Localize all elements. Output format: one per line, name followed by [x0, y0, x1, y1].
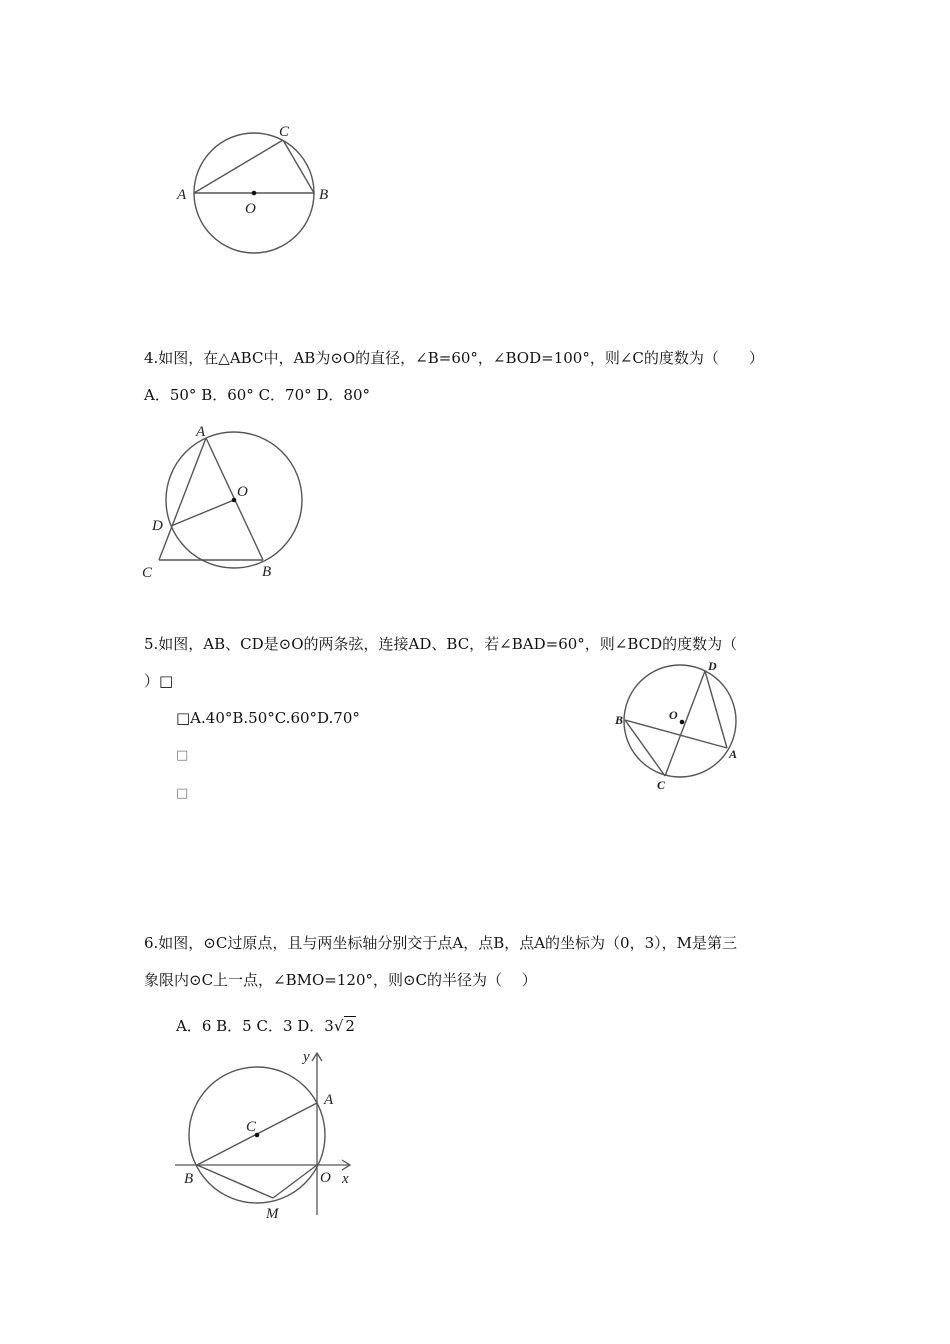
label-m: M	[266, 1206, 279, 1222]
label-a: A	[196, 424, 206, 440]
q5-options: □A.40°B.50°C.60°D.70°	[176, 709, 360, 727]
label-b: B	[319, 187, 329, 203]
figure-q5-svg	[610, 655, 750, 795]
center-dot	[232, 498, 237, 503]
label-o: O	[245, 201, 256, 217]
label-o: O	[669, 708, 678, 722]
q5-question-line2: ）□	[144, 672, 174, 690]
label-c: C	[657, 778, 666, 792]
chord-ac	[194, 140, 283, 193]
figure-q6	[170, 1045, 370, 1225]
figure-q4	[138, 420, 313, 585]
label-a: A	[324, 1092, 334, 1108]
label-b: B	[262, 564, 272, 580]
label-c: C	[246, 1119, 257, 1135]
q6-options-abc: A．6 B．5 C．3 D．3	[176, 1017, 334, 1035]
label-b: B	[615, 713, 624, 727]
q6-option-d-radicand: 2	[345, 1017, 355, 1035]
q5-question-line1: 5.如图，AB、CD是⊙O的两条弦，连接AD、BC，若∠BAD=60°，则∠BCD的度数为（	[144, 635, 738, 653]
label-b: B	[184, 1171, 194, 1187]
figure-circle-abc	[170, 118, 340, 263]
center-dot	[680, 720, 685, 725]
q6-options	[176, 1016, 356, 1036]
q6-question-line2: 象限内⊙C上一点，∠BMO=120°，则⊙C的半径为（ ）	[144, 971, 537, 989]
label-c: C	[142, 565, 153, 581]
label-a: A	[177, 187, 187, 203]
figure-q4-svg	[138, 420, 313, 585]
label-o: O	[320, 1170, 331, 1186]
chord-cb	[283, 140, 314, 193]
q4-options: A．50° B．60° C．70° D．80°	[144, 386, 371, 404]
label-c: C	[279, 124, 290, 140]
sqrt-symbol: √ 2	[333, 1017, 355, 1035]
figure-q6-svg	[170, 1045, 370, 1225]
label-a: A	[729, 747, 738, 761]
q5-blank-2: □	[176, 786, 189, 801]
chord-da	[705, 671, 727, 748]
chord-ba	[625, 720, 727, 748]
label-d: D	[152, 518, 163, 534]
q5-blank-1: □	[176, 748, 189, 763]
q4-question: 4.如图，在△ABC中，AB为⊙O的直径，∠B=60°，∠BOD=100°，则∠C的度数为（ ）	[144, 349, 764, 367]
q6-question-line1: 6.如图，⊙C过原点，且与两坐标轴分别交于点A，点B，点A的坐标为（0，3），M是第三	[144, 934, 737, 952]
segment-bm	[197, 1165, 273, 1198]
label-d: D	[708, 659, 717, 673]
label-o: O	[237, 484, 248, 500]
center-dot	[252, 191, 257, 196]
label-x: x	[342, 1171, 349, 1187]
figure-circle-abc-svg	[170, 118, 340, 263]
label-y: y	[303, 1049, 310, 1065]
chord-dc	[665, 671, 705, 776]
figure-q5	[610, 655, 750, 795]
segment-mo	[273, 1165, 317, 1198]
